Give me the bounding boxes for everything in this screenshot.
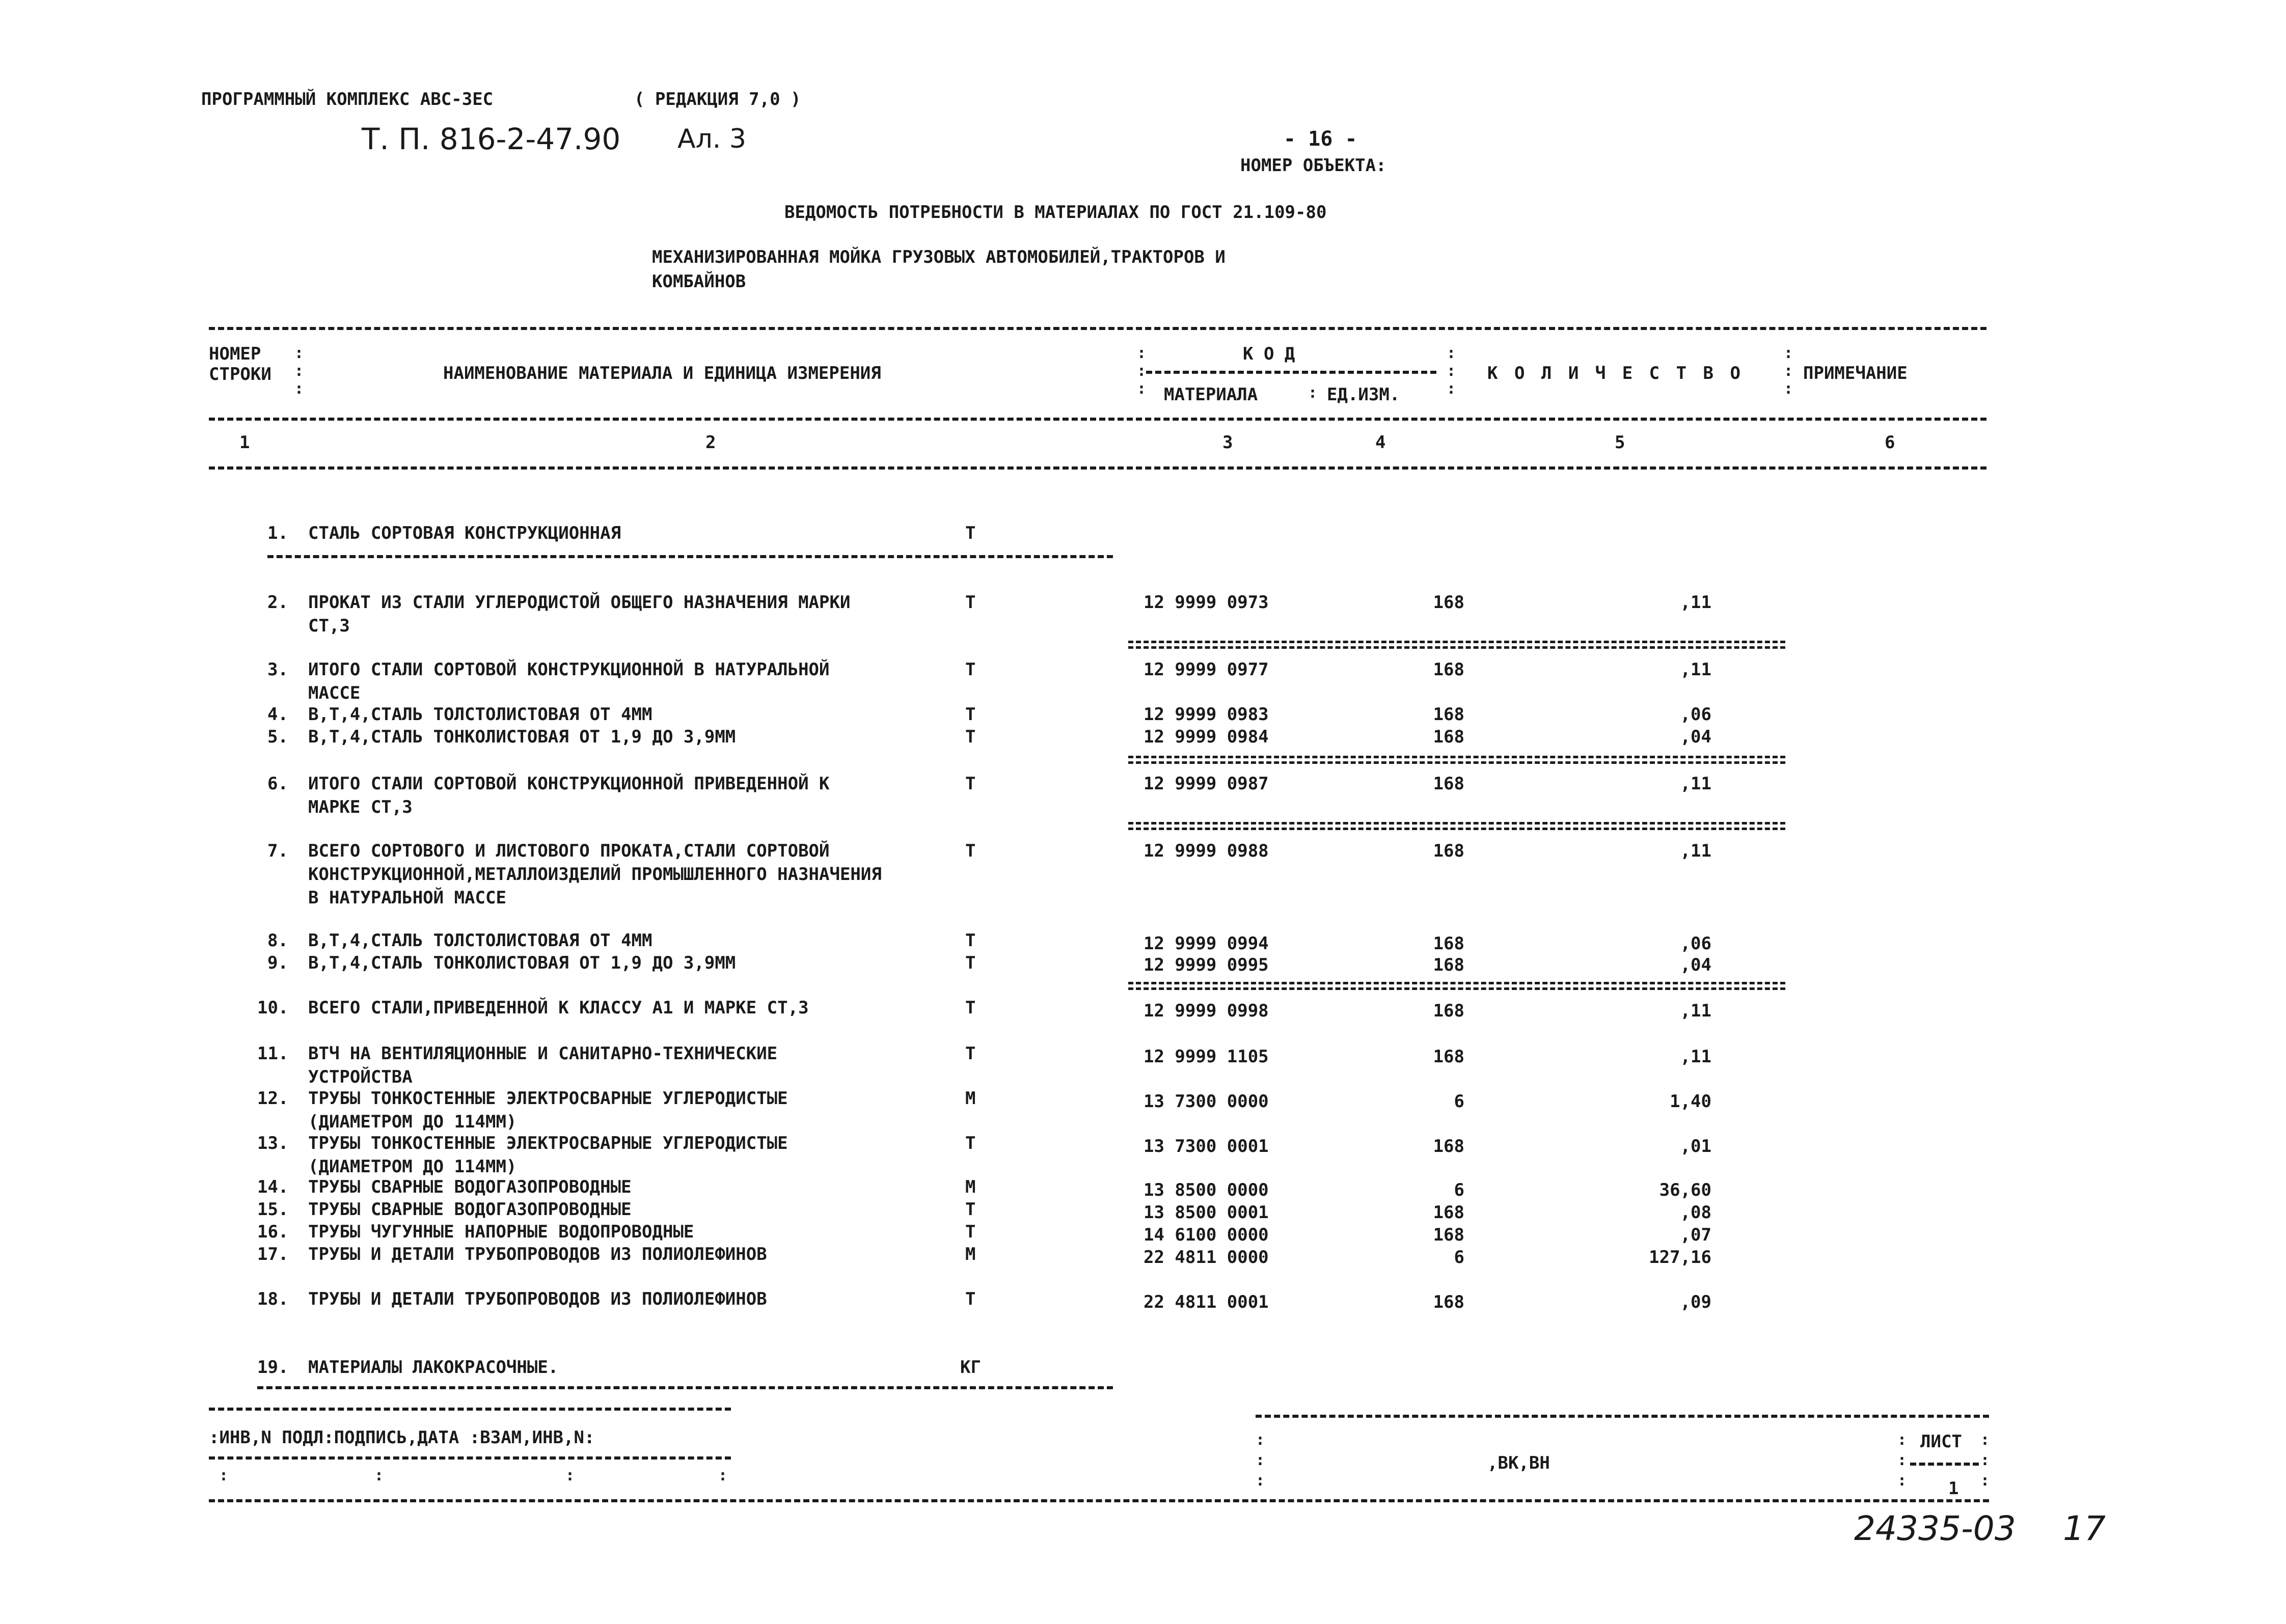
row-quantity: ,11 [1680,1001,1711,1021]
col-index-2: 2 [705,432,716,453]
row-unit-code: 168 [1433,1047,1464,1067]
row-unit: Т [965,523,976,543]
sheet-number: 1 [1948,1478,1959,1499]
row-name: ТРУБЫ ТОНКОСТЕННЫЕ ЭЛЕКТРОСВАРНЫЕ УГЛЕРОДИСТЫЕ (ДИАМЕТРОМ ДО 114ММ) [308,1088,788,1132]
col-divider: : : : [1447,344,1456,398]
row-quantity: ,09 [1680,1292,1711,1312]
col-number-header-2: СТРОКИ [209,364,271,384]
row-name: ВСЕГО СТАЛИ,ПРИВЕДЕННОЙ К КЛАССУ А1 И МАРКЕ СТ,3 [308,998,809,1018]
row-name: В,Т,4,СТАЛЬ ТОЛСТОЛИСТОВАЯ ОТ 4ММ [308,930,652,951]
row-quantity: 1,40 [1670,1091,1711,1112]
col-name-header: НАИМЕНОВАНИЕ МАТЕРИАЛА И ЕДИНИЦА ИЗМЕРЕНИЯ [443,363,881,383]
row-material-code: 12 9999 0983 [1144,704,1269,725]
title-block-top-rule [1256,1415,1989,1418]
row-unit-code: 168 [1433,955,1464,975]
col-code-header: К О Д [1243,344,1295,364]
row-unit: Т [965,592,976,613]
row-name: В,Т,4,СТАЛЬ ТОЛСТОЛИСТОВАЯ ОТ 4ММ [308,704,652,725]
col-index-3: 3 [1222,432,1233,453]
row-unit-code: 168 [1433,841,1464,861]
row-name: В,Т,4,СТАЛЬ ТОНКОЛИСТОВАЯ ОТ 1,9 ДО 3,9ММ [308,727,736,747]
total-rule [1128,641,1785,643]
row-number: 4. [267,704,288,725]
row-quantity: ,08 [1680,1202,1711,1223]
stamp-mid-rule [209,1456,731,1460]
row-quantity: ,11 [1680,659,1711,680]
row-unit: Т [965,1199,976,1220]
row-unit: Т [965,953,976,973]
page-bottom-rule [209,1499,1989,1502]
row-quantity: ,11 [1680,592,1711,613]
group-rule [257,1386,1113,1389]
row-material-code: 12 9999 0973 [1144,592,1269,613]
row-name: ТРУБЫ ЧУГУННЫЕ НАПОРНЫЕ ВОДОПРОВОДНЫЕ [308,1222,694,1242]
row-unit: Т [965,704,976,725]
row-number: 19. [257,1357,289,1378]
row-unit: Т [965,841,976,861]
row-quantity: ,07 [1680,1225,1711,1245]
col-note-header: ПРИМЕЧАНИЕ [1803,363,1908,383]
col-number-header-1: НОМЕР [209,344,261,364]
archive-page: 17 [2063,1509,2106,1548]
row-name: ТРУБЫ И ДЕТАЛИ ТРУБОПРОВОДОВ ИЗ ПОЛИОЛЕФИНОВ [308,1244,767,1264]
sheet-divider: : : : [1980,1431,1990,1490]
row-quantity: ,06 [1680,933,1711,954]
stamp-dividers: : [565,1467,575,1484]
row-material-code: 14 6100 0000 [1144,1225,1269,1245]
stamp-dividers: : [718,1467,728,1484]
total-rule [1128,982,1785,984]
group-rule [267,555,1113,558]
title-block-divider: : : : [1256,1431,1265,1490]
row-number: 1. [267,523,288,543]
header-bottom-rule [209,466,1986,470]
col-quantity-header: К О Л И Ч Е С Т В О [1487,363,1744,383]
row-unit-code: 6 [1454,1091,1464,1112]
row-name: ТРУБЫ ТОНКОСТЕННЫЕ ЭЛЕКТРОСВАРНЫЕ УГЛЕРОДИСТЫЕ (ДИАМЕТРОМ ДО 114ММ) [308,1133,788,1177]
header-mid-rule [209,418,1986,421]
stamp-dividers: : [374,1467,384,1484]
stamp-inv-label: :ИНВ,N ПОДЛ:ПОДПИСЬ,ДАТА :ВЗАМ,ИНВ,N: [209,1427,595,1448]
row-quantity: ,11 [1680,1047,1711,1067]
sheet-label: ЛИСТ [1920,1432,1962,1452]
row-name: ТРУБЫ И ДЕТАЛИ ТРУБОПРОВОДОВ ИЗ ПОЛИОЛЕФИНОВ [308,1289,767,1309]
col-index-6: 6 [1885,432,1895,453]
row-material-code: 13 7300 0000 [1144,1091,1269,1112]
row-name: ВТЧ НА ВЕНТИЛЯЦИОННЫЕ И САНИТАРНО-ТЕХНИЧЕСКИЕ УСТРОЙСТВА [308,1043,778,1087]
row-number: 15. [257,1199,289,1220]
row-material-code: 12 9999 0998 [1144,1001,1269,1021]
row-material-code: 13 7300 0001 [1144,1136,1269,1157]
row-number: 17. [257,1244,289,1264]
row-unit-code: 168 [1433,1225,1464,1245]
row-unit-code: 168 [1433,774,1464,794]
row-material-code: 12 9999 0984 [1144,727,1269,747]
col-divider: : : : [1137,344,1147,398]
row-number: 10. [257,998,289,1018]
row-unit: Т [965,930,976,951]
row-number: 3. [267,659,288,680]
row-material-code: 22 4811 0000 [1144,1247,1269,1268]
row-quantity: ,11 [1680,774,1711,794]
row-unit-code: 168 [1433,1136,1464,1157]
row-unit: Т [965,1043,976,1064]
stamp-top-rule [209,1408,731,1411]
row-name: ИТОГО СТАЛИ СОРТОВОЙ КОНСТРУКЦИОННОЙ ПРИВЕДЕННОЙ К МАРКЕ СТ,3 [308,774,830,817]
row-unit-code: 6 [1454,1247,1464,1268]
row-name: ИТОГО СТАЛИ СОРТОВОЙ КОНСТРУКЦИОННОЙ В НАТУРАЛЬНОЙ МАССЕ [308,659,830,703]
row-unit-code: 168 [1433,1292,1464,1312]
col-code-material-header: МАТЕРИАЛА [1164,384,1258,405]
row-quantity: ,06 [1680,704,1711,725]
row-number: 12. [257,1088,289,1109]
row-material-code: 13 8500 0001 [1144,1202,1269,1223]
row-unit: М [965,1244,976,1264]
row-unit-code: 168 [1433,933,1464,954]
row-number: 13. [257,1133,289,1153]
row-unit: Т [965,774,976,794]
page-number: - 16 - [1284,127,1357,151]
col-divider: : : : [294,344,304,398]
col-divider: : : : [1784,344,1793,398]
row-material-code: 13 8500 0000 [1144,1180,1269,1200]
row-quantity: 127,16 [1649,1247,1711,1268]
col-index-5: 5 [1615,432,1625,453]
stamp-dividers: : [219,1467,229,1484]
row-material-code: 12 9999 0994 [1144,933,1269,954]
row-unit: Т [965,659,976,680]
row-unit: Т [965,1289,976,1309]
row-number: 2. [267,592,288,613]
row-number: 6. [267,774,288,794]
row-unit: Т [965,727,976,747]
edition: ( РЕДАКЦИЯ 7,0 ) [634,89,801,109]
row-unit-code: 168 [1433,659,1464,680]
row-unit: М [965,1088,976,1109]
col-code-unit-header: ЕД.ИЗМ. [1327,384,1400,405]
row-material-code: 12 9999 0995 [1144,955,1269,975]
row-number: 5. [267,727,288,747]
row-name: В,Т,4,СТАЛЬ ТОНКОЛИСТОВАЯ ОТ 1,9 ДО 3,9ММ [308,953,736,973]
row-quantity: 36,60 [1659,1180,1711,1200]
row-quantity: ,01 [1680,1136,1711,1157]
row-number: 8. [267,930,288,951]
row-name: ТРУБЫ СВАРНЫЕ ВОДОГАЗОПРОВОДНЫЕ [308,1199,632,1220]
row-name: МАТЕРИАЛЫ ЛАКОКРАСОЧНЫЕ. [308,1357,559,1378]
row-unit-code: 168 [1433,704,1464,725]
project-number: Т. П. 816-2-47.90 [362,122,621,156]
program-name: ПРОГРАММНЫЙ КОМПЛЕКС АВС-3ЕС [201,89,494,109]
row-unit-code: 6 [1454,1180,1464,1200]
row-material-code: 12 9999 1105 [1144,1047,1269,1067]
title-block-divider: : : : [1897,1431,1907,1490]
row-material-code: 12 9999 0988 [1144,841,1269,861]
row-unit: Т [965,1222,976,1242]
document-title: ВЕДОМОСТЬ ПОТРЕБНОСТИ В МАТЕРИАЛАХ ПО ГОСТ 21.109-80 [784,202,1327,223]
archive-number: 24335-03 [1854,1509,2016,1548]
row-number: 14. [257,1177,289,1197]
row-number: 7. [267,841,288,861]
row-quantity: ,11 [1680,841,1711,861]
title-block-label: ,ВК,ВН [1487,1453,1550,1473]
col-index-4: 4 [1375,432,1386,453]
row-unit: Т [965,998,976,1018]
row-unit-code: 168 [1433,592,1464,613]
row-number: 16. [257,1222,289,1242]
row-material-code: 22 4811 0001 [1144,1292,1269,1312]
row-quantity: ,04 [1680,727,1711,747]
row-name: ПРОКАТ ИЗ СТАЛИ УГЛЕРОДИСТОЙ ОБЩЕГО НАЗНАЧЕНИЯ МАРКИ СТ,3 [308,592,851,636]
row-number: 9. [267,953,288,973]
total-rule [1128,822,1785,824]
object-label: НОМЕР ОБЪЕКТА: [1240,155,1386,176]
row-name: ТРУБЫ СВАРНЫЕ ВОДОГАЗОПРОВОДНЫЕ [308,1177,632,1197]
row-name: СТАЛЬ СОРТОВАЯ КОНСТРУКЦИОННАЯ [308,523,621,543]
sheet-rule [1910,1463,1979,1466]
row-unit: КГ [960,1357,981,1378]
col-index-1: 1 [239,432,250,453]
row-number: 11. [257,1043,289,1064]
total-rule [1128,756,1785,758]
subtitle-line-2: КОМБАЙНОВ [652,271,746,292]
row-name: ВСЕГО СОРТОВОГО И ЛИСТОВОГО ПРОКАТА,СТАЛИ СОРТОВОЙ КОНСТРУКЦИОННОЙ,МЕТАЛЛОИЗДЕЛИЙ ПРОМЫШЛЕННОГО НАЗНАЧЕНИЯ В НАТУРАЛЬНОЙ МАССЕ [308,841,882,908]
code-sub-rule [1146,371,1436,374]
row-unit-code: 168 [1433,1202,1464,1223]
row-material-code: 12 9999 0977 [1144,659,1269,680]
row-unit: Т [965,1133,976,1153]
row-quantity: ,04 [1680,955,1711,975]
col-divider: : [1308,384,1318,402]
table-top-rule [209,327,1986,330]
subtitle-line-1: МЕХАНИЗИРОВАННАЯ МОЙКА ГРУЗОВЫХ АВТОМОБИЛЕЙ,ТРАКТОРОВ И [652,247,1226,267]
row-unit: М [965,1177,976,1197]
album-number: Ал. 3 [677,124,746,154]
row-unit-code: 168 [1433,1001,1464,1021]
row-unit-code: 168 [1433,727,1464,747]
row-number: 18. [257,1289,289,1309]
row-material-code: 12 9999 0987 [1144,774,1269,794]
